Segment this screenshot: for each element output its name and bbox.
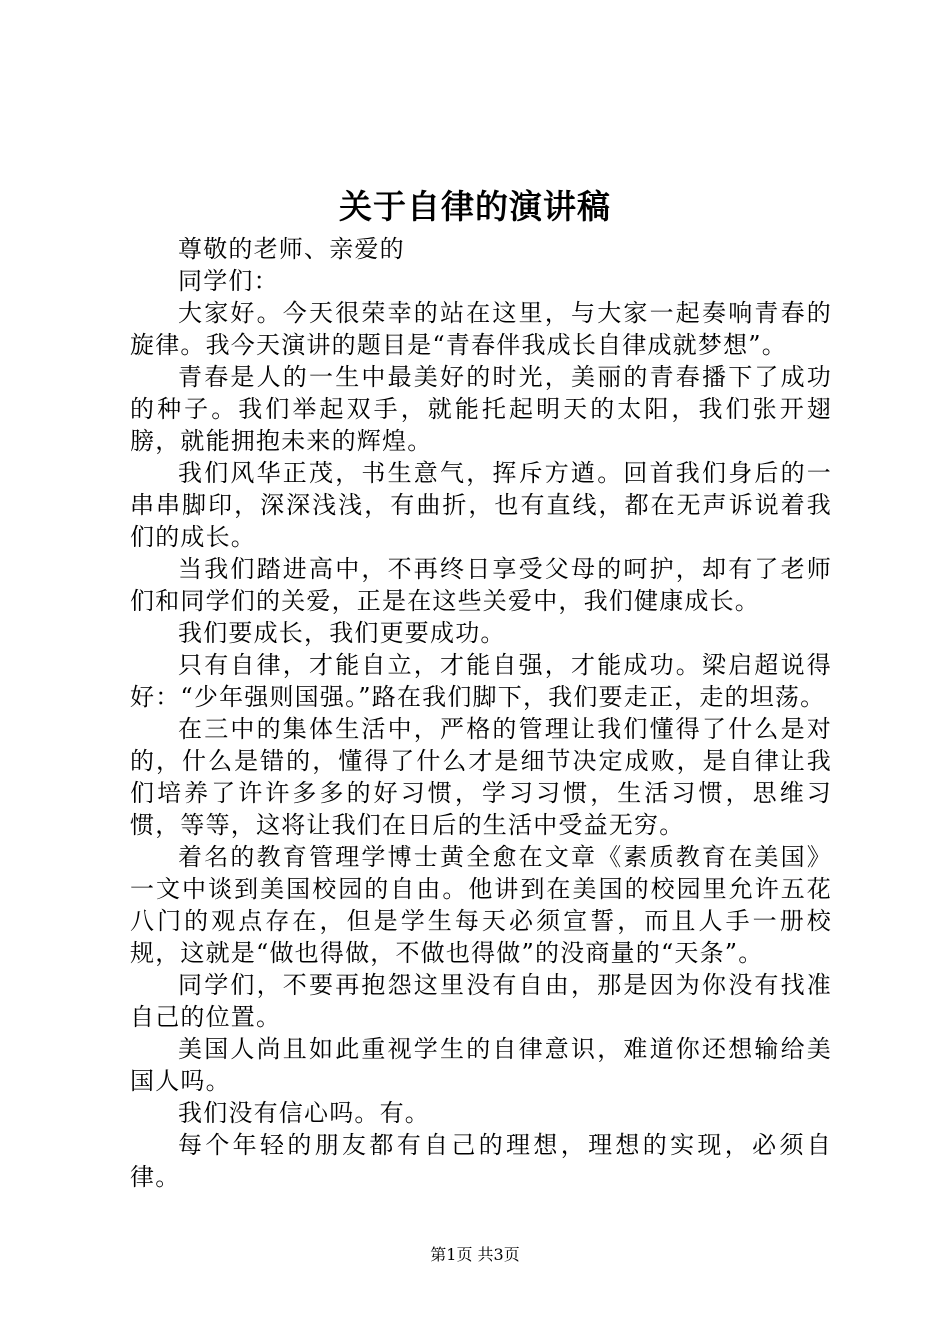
- paragraph: 我们要成长，我们更要成功。: [178, 619, 506, 647]
- paragraph-greeting-1: 尊敬的老师、亲爱的: [178, 235, 405, 263]
- paragraph: 美国人尚且如此重视学生的自律意识，难道你还想输给美国人吗。: [130, 1035, 832, 1095]
- paragraph: 大家好。今天很荣幸的站在这里，与大家一起奏响青春的旋律。我今天演讲的题目是“青春伴我成长自律成就梦想”。: [130, 299, 832, 359]
- paragraph: 同学们，不要再抱怨这里没有自由，那是因为你没有找准自己的位置。: [130, 971, 832, 1031]
- paragraph: 当我们踏进高中，不再终日享受父母的呵护，却有了老师们和同学们的关爱，正是在这些关爱中，我们健康成长。: [130, 555, 832, 615]
- paragraph-greeting-2: 同学们：: [178, 267, 279, 295]
- document-title: 关于自律的演讲稿: [339, 187, 611, 226]
- document-body: [130, 233, 832, 1193]
- paragraph: 我们没有信心吗。有。: [178, 1099, 430, 1127]
- paragraph: 在三中的集体生活中，严格的管理让我们懂得了什么是对的，什么是错的，懂得了什么才是细节决定成败，是自律让我们培养了许许多多的好习惯，学习习惯，生活习惯，思维习惯，等等，这将让我们在日后的生活中受益无穷。: [130, 715, 832, 839]
- paragraph: 青春是人的一生中最美好的时光，美丽的青春播下了成功的种子。我们举起双手，就能托起明天的太阳，我们张开翅膀，就能拥抱未来的辉煌。: [130, 363, 832, 455]
- paragraph: 我们风华正茂，书生意气，挥斥方遒。回首我们身后的一串串脚印，深深浅浅，有曲折，也有直线，都在无声诉说着我们的成长。: [130, 459, 832, 551]
- paragraph: 着名的教育管理学博士黄全愈在文章《素质教育在美国》一文中谈到美国校园的自由。他讲到在美国的校园里允许五花八门的观点存在，但是学生每天必须宣誓，而且人手一册校规，这就是“做也得做，不做也得做”的没商量的“天条”。: [130, 843, 832, 967]
- paragraph: 每个年轻的朋友都有自己的理想，理想的实现，必须自律。: [130, 1131, 832, 1191]
- page-number-footer: 第1页 共3页: [430, 1245, 520, 1264]
- paragraph: 只有自律，才能自立，才能自强，才能成功。梁启超说得好：“少年强则国强。”路在我们脚下，我们要走正，走的坦荡。: [130, 651, 832, 711]
